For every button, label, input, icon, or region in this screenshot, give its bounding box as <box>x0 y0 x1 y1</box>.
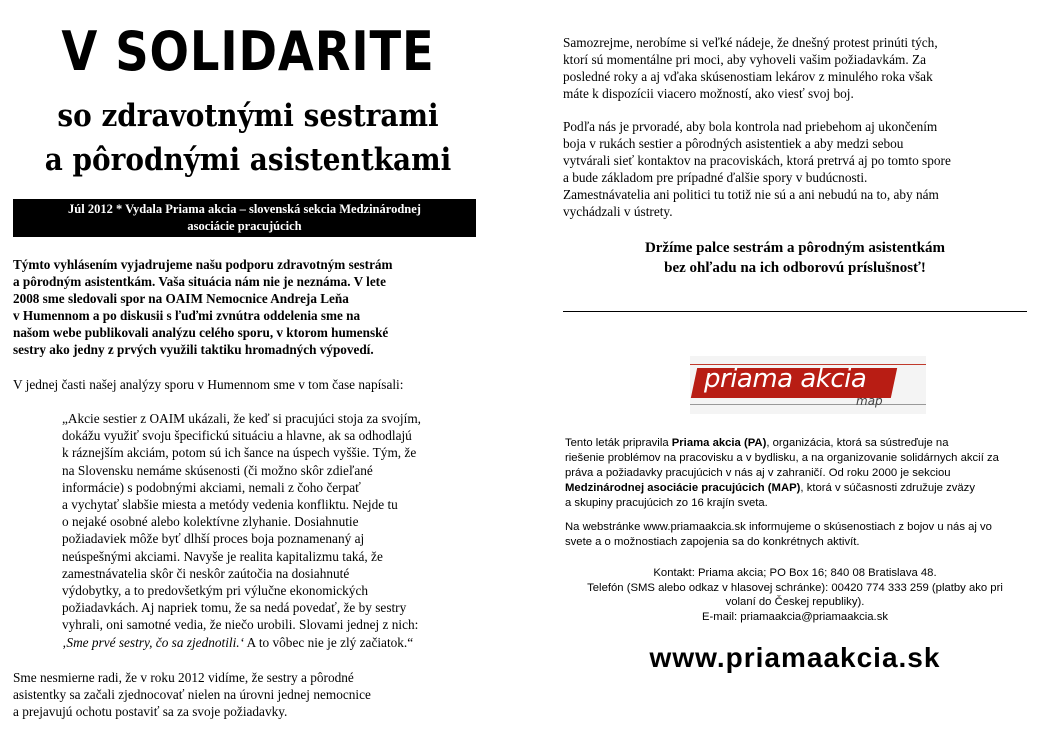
org-name: Priama akcia (PA) <box>671 437 767 449</box>
page-title: V SOLIDARITE <box>61 20 435 83</box>
right-paragraph-1 <box>563 34 1023 102</box>
subtitle-line: a pôrodnými asistentkami <box>44 142 452 178</box>
info-line: Na webstránke www.priamaakcia.sk informujeme o skúsenostiach z bojov u nás aj vo <box>565 521 992 533</box>
quote-line: zamestnávatelia skôr či neskôr zaútočia na dosiahnuté <box>62 565 350 581</box>
website-url[interactable]: www.priamaakcia.sk <box>649 642 941 673</box>
logo-text: priama akcia <box>704 364 867 394</box>
info-line <box>565 481 1027 496</box>
text-line: Týmto vyhlásením vyjadrujeme našu podporu zdravotným sestrám <box>13 257 393 272</box>
text-line: Zamestnávatelia ani politici tu totiž nie sú a ani nebudú na to, aby nám <box>563 187 939 202</box>
quote-italic: ‚Sme prvé sestry, čo sa zjednotili.‘ <box>62 634 245 650</box>
publisher-bar-line: asociácie pracujúcich <box>187 219 302 233</box>
text-line: a pôrodným asistentkám. Vaša situácia nám nie je neznáma. V lete <box>13 274 386 289</box>
info-line: riešenie problémov na pracovisku a v bydlisku, a na organizovanie solidárnych akcií za <box>565 452 999 464</box>
info-line: svete a o možnostiach zapojenia sa do konkrétnych aktivít. <box>565 536 860 548</box>
text-line: 2008 sme sledovali spor na OAIM Nemocnice Andreja Leňa <box>13 291 349 306</box>
text-line: a prejavujú ochotu postaviť sa za svoje požiadavky. <box>13 704 288 719</box>
quote-line: informácie) s podobnými akciami, nemali z čoho čerpať <box>62 479 361 495</box>
quote-line: na Slovensku nemáme skúsenosti (či možno skôr zdieľané <box>62 462 373 478</box>
info-line <box>565 436 1027 451</box>
publisher-bar <box>13 199 476 237</box>
text-line: boja v rukách sestier a pôrodných asistentiek a aby medzi sebou <box>563 136 904 151</box>
text-line: Sme nesmierne radi, že v roku 2012 vidíme, že sestry a pôrodné <box>13 670 354 685</box>
quote-line: požiadaviek môže byť dlhší proces boja poznamenaný aj <box>62 531 365 547</box>
text-line: vytvárali sieť kontaktov na pracoviskách, ktorá pretrvá aj po tomto spore <box>563 153 951 168</box>
info-line: práva a požiadavky pracujúcich v nás aj v zahraničí. Od roku 2000 je sekciou <box>565 467 951 479</box>
quote-line <box>62 634 484 651</box>
info-text: , ktorá v súčasnosti združuje zväzy <box>800 482 975 494</box>
quote-line: neúspešnými akciami. Navyše je realita kapitalizmu taká, že <box>62 548 383 564</box>
quote-block <box>62 410 484 651</box>
quote-line: k ráznejším akciám, potom sú ich šance na úspech vyššie. Tým, že <box>62 445 417 461</box>
cheer-statement <box>563 238 1027 278</box>
closing-paragraph <box>13 669 473 720</box>
logo-subtext: map <box>856 394 883 408</box>
quote-line: požiadavkách. Aj napriek tomu, že sa nedá povedať, že by sestry <box>62 600 407 616</box>
subtitle-line: so zdravotnými sestrami <box>57 98 439 134</box>
info-text: Tento leták pripravila <box>565 437 672 449</box>
text-line: posledné roky a aj vďaka skúsenostiam lekárov z minulého roka však <box>563 69 933 84</box>
quote-intro: V jednej časti našej analýzy sporu v Humennom sme v tom čase napísali: <box>13 377 404 392</box>
page-subtitle <box>37 94 460 182</box>
contact-line: volaní do Českej republiky). <box>725 596 865 608</box>
divider <box>563 311 1027 312</box>
intro-paragraph <box>13 256 475 358</box>
text-line: a bude základom pre prípadné ďalšie spory v budúcnosti. <box>563 170 868 185</box>
right-paragraph-2 <box>563 118 1023 220</box>
logo-stripe <box>690 404 926 405</box>
quote-line: a vychytať slabšie miesta a metódy vedenia konfliktu. Nejde tu <box>62 497 398 513</box>
info-text: , organizácia, ktorá sa sústreďuje na <box>766 437 949 449</box>
text-line: Podľa nás je prvoradé, aby bola kontrola nad priebehom aj ukončením <box>563 119 938 134</box>
cheer-line: Držíme palce sestrám a pôrodným asistentkám <box>644 240 946 256</box>
org-name: Medzinárodnej asociácie pracujúcich (MAP) <box>565 482 801 494</box>
organization-info <box>565 436 1027 511</box>
text-line: v Humennom a po diskusii s ľuďmi zvnútra oddelenia sme na <box>13 308 361 323</box>
publisher-bar-line: Júl 2012 * Vydala Priama akcia – slovenská sekcia Medzinárodnej <box>68 202 421 216</box>
quote-line: dokážu využiť svoju špecifickú situáciu a hlavne, ak sa odhodlajú <box>62 428 412 444</box>
cheer-line: bez ohľadu na ich odborovú príslušnosť! <box>664 260 926 276</box>
text-line: ktorí sú momentálne pri moci, aby vyhoveli vašim požiadavkám. Za <box>563 52 926 67</box>
text-line: Samozrejme, nerobíme si veľké nádeje, že dnešný protest prinúti tých, <box>563 35 938 50</box>
text-line: asistentky sa začali zjednocovať nielen na úrovni jednej nemocnice <box>13 687 371 702</box>
quote-end: A to vôbec nie je zlý začiatok.“ <box>244 634 414 650</box>
info-line: a skupiny pracujúcich zo 16 krajín sveta. <box>565 497 768 509</box>
priama-akcia-logo <box>690 356 926 414</box>
contact-line: Kontakt: Priama akcia; PO Box 16; 840 08 Bratislava 48. <box>653 567 937 579</box>
contact-line: Telefón (SMS alebo odkaz v hlasovej schránke): 00420 774 333 259 (platby ako pri <box>587 581 1003 594</box>
email-link[interactable]: E-mail: priamaakcia@priamaakcia.sk <box>702 610 888 623</box>
quote-line: vyhrali, oni samotné vedia, že niečo urobili. Slovami jednej z nich: <box>62 617 419 633</box>
contact-info <box>563 566 1027 624</box>
quote-line: „Akcie sestier z OAIM ukázali, že keď si pracujúci stoja za svojím, <box>62 411 421 426</box>
website-info <box>565 520 1027 550</box>
text-line: našom webe publikovali analýzu celého sporu, v ktorom humenské <box>13 325 389 340</box>
text-line: máte k dispozícii viacero možností, ako viesť svoj boj. <box>563 86 854 101</box>
text-line: vychádzali v ústrety. <box>563 204 673 219</box>
quote-line: o nejaké osobné alebo kolektívne zlyhanie. Dosiahnutie <box>62 514 359 530</box>
text-line: sestry ako jedny z prvých využili taktiku hromadných výpovedí. <box>13 342 374 357</box>
quote-line: výdobytky, a to predovšetkým pri výlučne ekonomických <box>62 583 369 599</box>
